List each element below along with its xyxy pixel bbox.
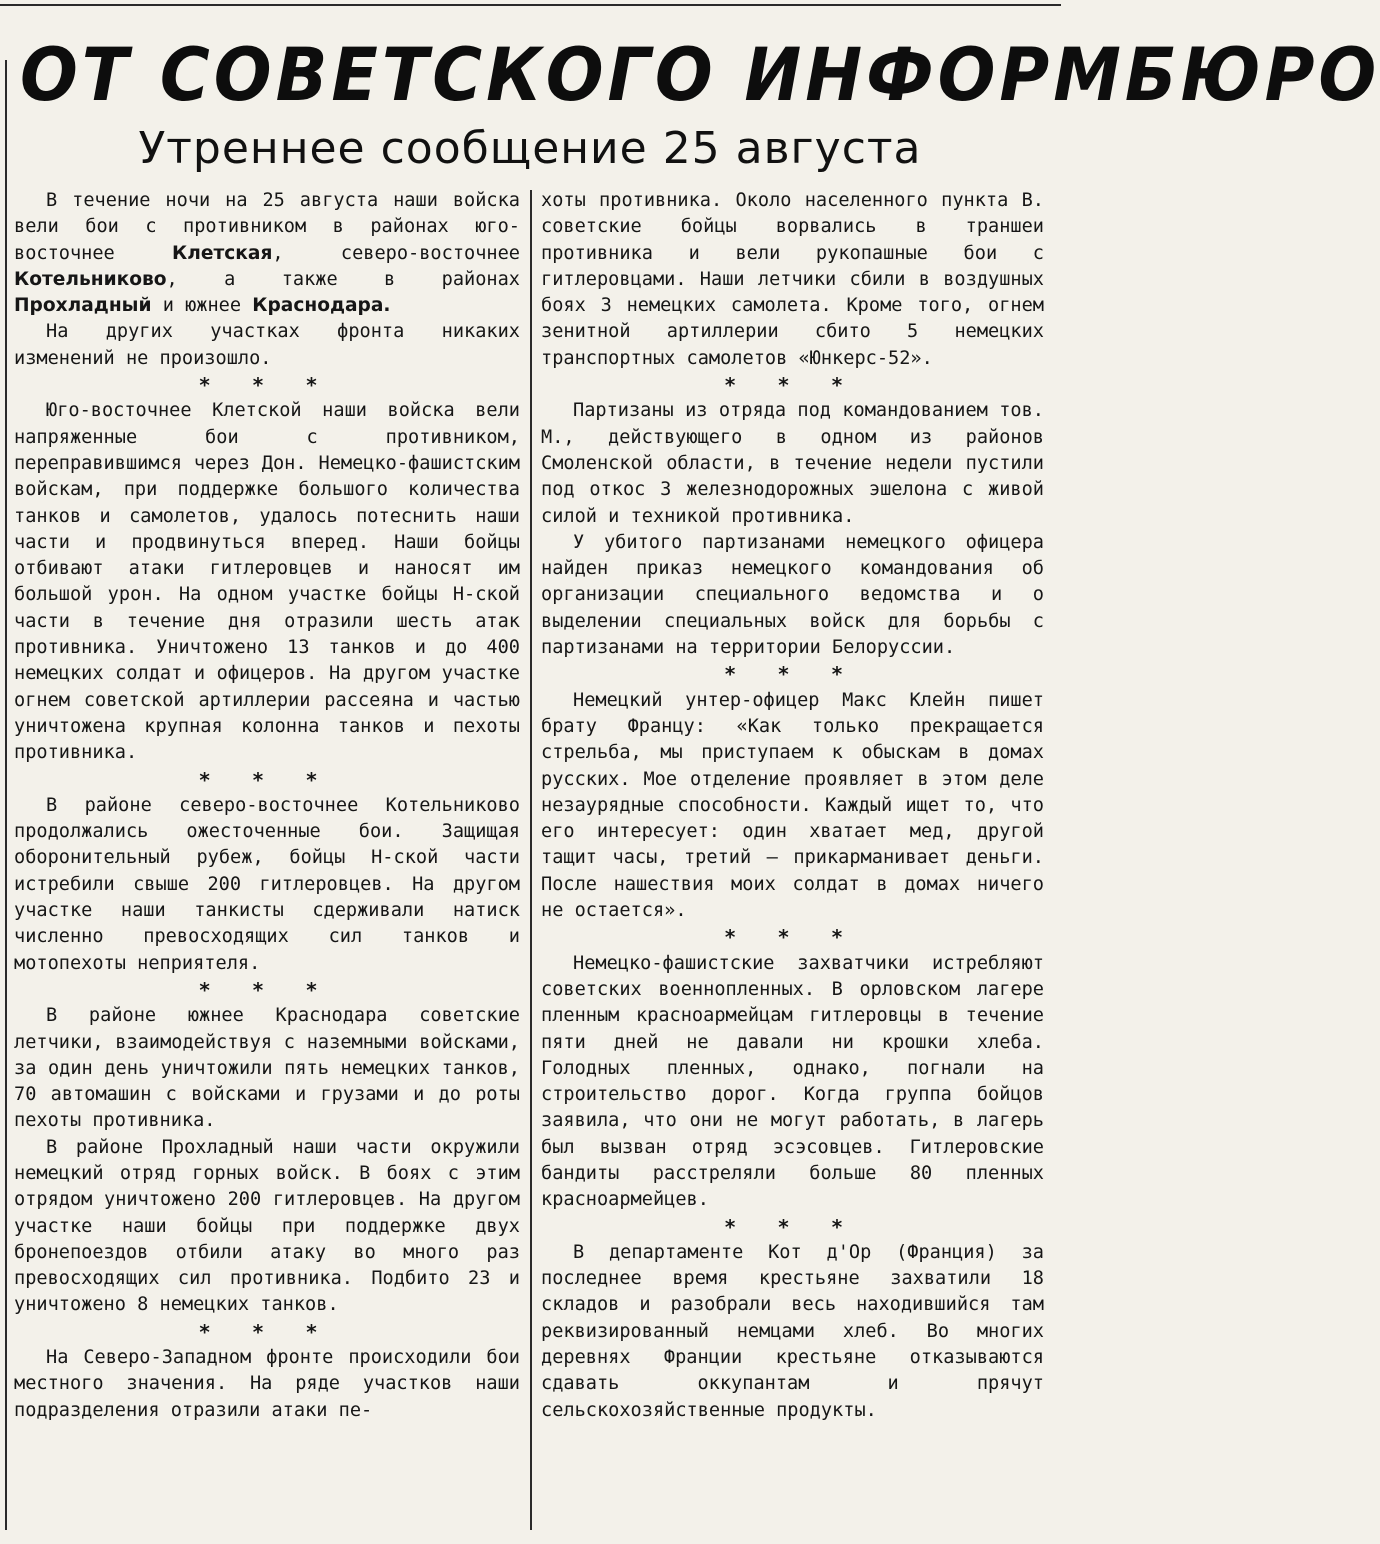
report-subtitle: Утреннее сообщение 25 августа [138,123,922,174]
section-separator: * * * [199,373,335,398]
section-separator: * * * [199,1319,335,1344]
right-column [541,188,1044,1424]
section-separator: * * * [724,925,861,950]
paragraph: На других участках фронта никаких изменений не произошло. [14,321,520,369]
paragraph: хоты противника. Около населенного пункта В. советские бойцы ворвались в траншеи противника и вели рукопашные бои с гитлеровцами. Наши летчики сбили в воздушных боях 3 немецких самолета. Кроме того, огнем зенитной артиллерии сбито 5 немецких транспортных самолетов «Юнкерс-52». [541,190,1044,369]
paragraph: В течение ночи на 25 августа наши войска вели бои с противником в районах юго-восточнее Клетская, северо-восточнее Котельниково, а также в районах Прохладный и южнее Краснодара. [14,190,520,317]
section-separator: * * * [724,662,861,687]
column-divider [530,190,532,1530]
section-separator: * * * [724,373,861,398]
paragraph: Юго-восточнее Клетской наши войска вели напряженные бои с противником, переправившимся через Дон. Немецко-фашистским войскам, при поддержке большого количества танков и самолетов, удалось потеснить наши части и продвинуться вперед. Наши бойцы отбивают атаки гитлеровцев и наносят им большой урон. На одном участке бойцы Н-ской части в течение дня отразили шесть атак противника. Уничтожено 13 танков и до 400 немецких солдат и офицеров. На другом участке огнем советской артиллерии рассеяна и частью уничтожена крупная колонна танков и пехоты противника. [14,400,520,764]
top-rule [0,4,1061,6]
paragraph: Партизаны из отряда под командованием тов. М., действующего в одном из районов Смоленской области, в течение недели пустили под откос 3 железнодорожных эшелона с живой силой и техникой противника. [541,400,1044,527]
paragraph: На Северо-Западном фронте происходили бои местного значения. На ряде участков наши подразделения отразили атаки пе- [14,1347,520,1421]
paragraph: В департаменте Кот д'Ор (Франция) за последнее время крестьяне захватили 18 складов и разобрали весь находившийся там реквизированный немцами хлеб. Во многих деревнях Франции крестьяне отказываются сдавать оккупантам и прячут сельскохозяйственные продукты. [541,1241,1044,1421]
section-separator: * * * [199,767,335,792]
section-separator: * * * [199,977,335,1002]
paragraph: В районе северо-восточнее Котельниково продолжались ожесточенные бои. Защищая оборонительный рубеж, бойцы Н-ской части истребили свыше 200 гитлеровцев. На другом участке наши танкисты сдерживали натиск численно превосходящих сил танков и мотопехоты неприятеля. [14,794,520,974]
masthead-title: ОТ СОВЕТСКОГО ИНФОРМБЮРО [20,32,1380,119]
left-column [14,188,520,1424]
left-column-rule [5,60,7,1530]
paragraph: Немецко-фашистские захватчики истребляют советских военнопленных. В орловском лагере пленным красноармейцам гитлеровцы в течение пяти дней не давали ни крошки хлеба. Голодных пленных, однако, погнали на строительство дорог. Когда группа бойцов заявила, что они не могут работать, в лагерь был вызван отряд эсэсовцев. Гитлеровские бандиты расстреляли больше 80 пленных красноармейцев. [541,952,1044,1211]
paragraph: В районе Прохладный наши части окружили немецкий отряд горных войск. В боях с этим отрядом уничтожено 200 гитлеровцев. На другом участке наши бойцы при поддержке двух бронепоездов отбили атаку во много раз превосходящих сил противника. Подбито 23 и уничтожено 8 немецких танков. [14,1136,520,1316]
paragraph: У убитого партизанами немецкого офицера найден приказ немецкого командования об организации специального ведомства и о выделении специальных войск для борьбы с партизанами на территории Белоруссии. [541,531,1044,659]
paragraph: В районе южнее Краснодара советские летчики, взаимодействуя с наземными войсками, за один день уничтожили пять немецких танков, 70 автомашин с войсками и грузами и до роты пехоты противника. [14,1005,520,1132]
paragraph: Немецкий унтер-офицер Макс Клейн пишет брату Францу: «Как только прекращается стрельба, мы приступаем к обыскам в домах русских. Мое отделение проявляет в этом деле незаурядные способности. Каждый ищет то, что его интересует: один хватает мед, другой тащит часы, третий — прикарманивает деньги. После нашествия моих солдат в домах ничего не остается». [541,689,1044,922]
section-separator: * * * [724,1214,861,1239]
